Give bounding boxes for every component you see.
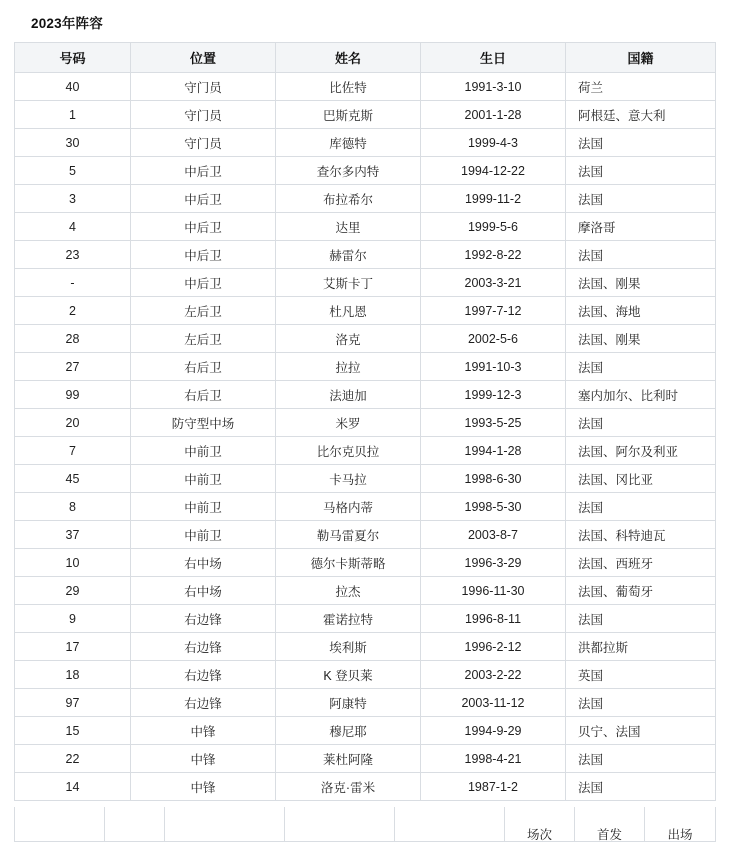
cell-nationality: 法国 [566,689,716,717]
cell-nationality: 摩洛哥 [566,213,716,241]
cell-birthday: 1994-12-22 [421,157,566,185]
table-row [15,101,716,129]
cell-name: 霍诺拉特 [276,605,421,633]
cell-birthday: 1992-8-22 [421,241,566,269]
cell-name: 洛克·雷米 [276,773,421,801]
cell-name: 米罗 [276,409,421,437]
cell-birthday: 2001-1-28 [421,101,566,129]
cell-nationality: 法国 [566,241,716,269]
cell-position: 中锋 [131,745,276,773]
table-row [15,605,716,633]
cell-nationality: 法国、刚果 [566,269,716,297]
cell-birthday: 1998-4-21 [421,745,566,773]
cell-position: 中后卫 [131,241,276,269]
cell-position: 中前卫 [131,521,276,549]
table-row [15,129,716,157]
cell-position: 防守型中场 [131,409,276,437]
cell-position: 右后卫 [131,381,276,409]
cell-position: 中前卫 [131,465,276,493]
cell-name: 洛克 [276,325,421,353]
table-row [15,633,716,661]
stats-table-partial [14,807,716,842]
table-row [15,807,716,841]
cell-name: 德尔卡斯蒂略 [276,549,421,577]
cell-nationality: 法国、科特迪瓦 [566,521,716,549]
cell-birthday: 1993-5-25 [421,409,566,437]
table-header-row [15,43,716,73]
cell-blank [395,807,505,841]
cell-appearances: 出场 [645,807,716,841]
table-row [15,381,716,409]
cell-name: 巴斯克斯 [276,101,421,129]
cell-position: 右边锋 [131,689,276,717]
cell-number: 5 [15,157,131,185]
cell-blank [15,807,105,841]
table-row [15,773,716,801]
table-row [15,73,716,101]
cell-birthday: 2003-2-22 [421,661,566,689]
cell-nationality: 法国 [566,493,716,521]
cell-name: 勒马雷夏尔 [276,521,421,549]
cell-birthday: 1996-2-12 [421,633,566,661]
cell-position: 右边锋 [131,605,276,633]
cell-name: K 登贝莱 [276,661,421,689]
table-row [15,745,716,773]
cell-nationality: 法国、葡萄牙 [566,577,716,605]
cell-name: 布拉希尔 [276,185,421,213]
table-row [15,689,716,717]
cell-birthday: 1999-12-3 [421,381,566,409]
cell-nationality: 英国 [566,661,716,689]
cell-birthday: 1994-1-28 [421,437,566,465]
cell-number: 17 [15,633,131,661]
cell-number: 40 [15,73,131,101]
cell-position: 中前卫 [131,493,276,521]
cell-position: 右中场 [131,549,276,577]
table-header [15,43,716,73]
column-header-position: 位置 [131,43,276,73]
cell-position: 守门员 [131,73,276,101]
cell-nationality: 荷兰 [566,73,716,101]
cell-birthday: 2003-8-7 [421,521,566,549]
table-row [15,661,716,689]
cell-name: 杜凡恩 [276,297,421,325]
cell-number: 27 [15,353,131,381]
cell-name: 查尔多内特 [276,157,421,185]
cell-nationality: 法国 [566,129,716,157]
cell-birthday: 1991-10-3 [421,353,566,381]
table-row [15,409,716,437]
cell-birthday: 2002-5-6 [421,325,566,353]
cell-position: 右后卫 [131,353,276,381]
cell-name: 赫雷尔 [276,241,421,269]
cell-nationality: 法国 [566,773,716,801]
cell-name: 卡马拉 [276,465,421,493]
table-row [15,521,716,549]
cell-position: 中前卫 [131,437,276,465]
table-body [15,73,716,801]
next-table-preview [14,807,715,842]
cell-number: 97 [15,689,131,717]
column-header-birthday: 生日 [421,43,566,73]
table-row [15,549,716,577]
cell-name: 穆尼耶 [276,717,421,745]
table-row [15,157,716,185]
cell-birthday: 2003-3-21 [421,269,566,297]
table-row [15,577,716,605]
column-header-nationality: 国籍 [566,43,716,73]
cell-position: 守门员 [131,101,276,129]
cell-number: 15 [15,717,131,745]
table-row [15,241,716,269]
cell-nationality: 法国、西班牙 [566,549,716,577]
squad-table [14,42,716,801]
table-row [15,437,716,465]
cell-blank [285,807,395,841]
cell-name: 埃利斯 [276,633,421,661]
cell-number: 29 [15,577,131,605]
cell-nationality: 法国 [566,185,716,213]
column-header-number: 号码 [15,43,131,73]
cell-position: 右边锋 [131,633,276,661]
cell-number: 7 [15,437,131,465]
cell-nationality: 法国 [566,605,716,633]
cell-birthday: 1996-11-30 [421,577,566,605]
cell-nationality: 法国、阿尔及利亚 [566,437,716,465]
cell-number: 20 [15,409,131,437]
cell-name: 库德特 [276,129,421,157]
cell-position: 右中场 [131,577,276,605]
cell-starts: 首发 [575,807,645,841]
cell-position: 中后卫 [131,269,276,297]
table-row [15,353,716,381]
cell-name: 比尔克贝拉 [276,437,421,465]
cell-number: 28 [15,325,131,353]
cell-birthday: 1998-6-30 [421,465,566,493]
page-title: 2023年阵容 [31,16,103,31]
cell-number: 4 [15,213,131,241]
table-row [15,185,716,213]
cell-birthday: 1994-9-29 [421,717,566,745]
cell-number: 45 [15,465,131,493]
cell-name: 拉杰 [276,577,421,605]
cell-birthday: 1999-5-6 [421,213,566,241]
cell-name: 比佐特 [276,73,421,101]
cell-birthday: 1999-4-3 [421,129,566,157]
table-row [15,213,716,241]
cell-nationality: 法国 [566,157,716,185]
cell-number: 2 [15,297,131,325]
cell-nationality: 贝宁、法国 [566,717,716,745]
cell-number: 99 [15,381,131,409]
cell-nationality: 洪都拉斯 [566,633,716,661]
cell-name: 艾斯卡丁 [276,269,421,297]
cell-position: 左后卫 [131,297,276,325]
cell-position: 中锋 [131,773,276,801]
cell-nationality: 塞内加尔、比利时 [566,381,716,409]
cell-name: 马格内蒂 [276,493,421,521]
table-row [15,297,716,325]
cell-position: 中后卫 [131,213,276,241]
cell-birthday: 1998-5-30 [421,493,566,521]
cell-nationality: 法国、冈比亚 [566,465,716,493]
cell-nationality: 法国 [566,353,716,381]
column-header-name: 姓名 [276,43,421,73]
cell-birthday: 1987-1-2 [421,773,566,801]
cell-nationality: 法国、海地 [566,297,716,325]
cell-number: 22 [15,745,131,773]
cell-number: 8 [15,493,131,521]
cell-birthday: 1996-8-11 [421,605,566,633]
cell-position: 中锋 [131,717,276,745]
cell-number: 30 [15,129,131,157]
cell-birthday: 1999-11-2 [421,185,566,213]
table-row [15,493,716,521]
cell-number: 37 [15,521,131,549]
cell-birthday: 1996-3-29 [421,549,566,577]
cell-number: 14 [15,773,131,801]
cell-position: 守门员 [131,129,276,157]
cell-birthday: 1991-3-10 [421,73,566,101]
cell-nationality: 法国 [566,409,716,437]
cell-number: 3 [15,185,131,213]
cell-number: - [15,269,131,297]
cell-blank [105,807,165,841]
cell-nationality: 法国 [566,745,716,773]
cell-position: 左后卫 [131,325,276,353]
cell-position: 中后卫 [131,185,276,213]
cell-birthday: 1997-7-12 [421,297,566,325]
cell-number: 9 [15,605,131,633]
cell-position: 中后卫 [131,157,276,185]
cell-number: 23 [15,241,131,269]
cell-birthday: 2003-11-12 [421,689,566,717]
cell-nationality: 阿根廷、意大利 [566,101,716,129]
cell-nationality: 法国、刚果 [566,325,716,353]
table-row [15,465,716,493]
cell-blank [165,807,285,841]
cell-name: 拉拉 [276,353,421,381]
cell-name: 莱杜阿隆 [276,745,421,773]
cell-number: 10 [15,549,131,577]
cell-number: 1 [15,101,131,129]
cell-position: 右边锋 [131,661,276,689]
cell-matches: 场次 [505,807,575,841]
table-row [15,717,716,745]
cell-name: 法迪加 [276,381,421,409]
cell-name: 阿康特 [276,689,421,717]
table-row [15,269,716,297]
cell-name: 达里 [276,213,421,241]
cell-number: 18 [15,661,131,689]
table-row [15,325,716,353]
